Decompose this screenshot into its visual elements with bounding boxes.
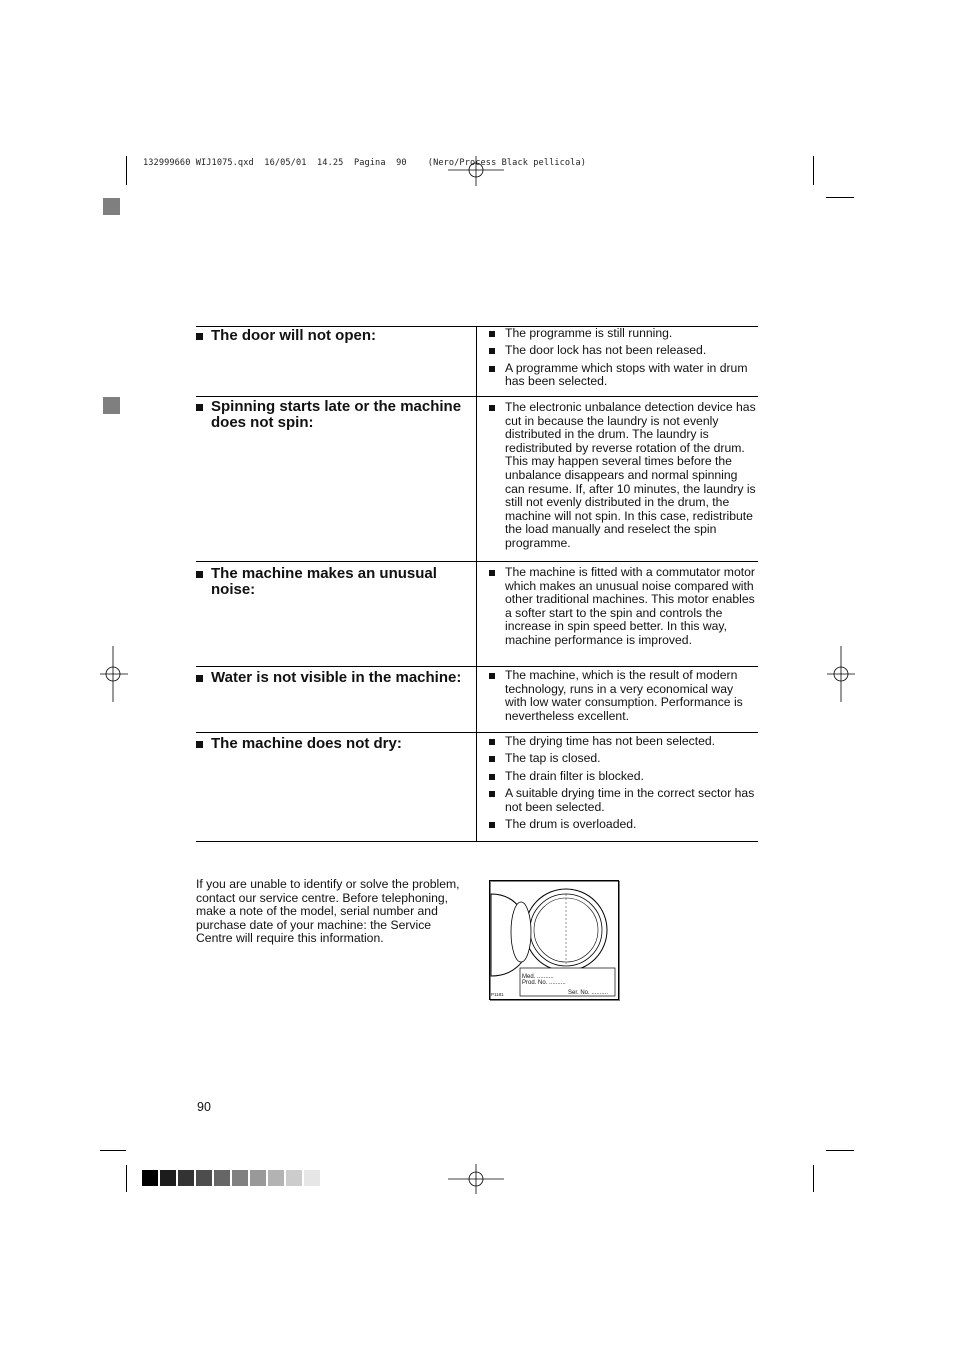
bullet-icon <box>196 675 203 682</box>
solution-list <box>489 566 757 651</box>
crop-mark <box>100 1150 126 1151</box>
color-bar-swatch <box>196 1170 212 1186</box>
color-bar-swatch <box>160 1170 176 1186</box>
plate-code-label: P1181 <box>491 992 504 997</box>
registration-target-icon <box>100 646 128 702</box>
table-rule <box>196 561 758 562</box>
bullet-icon <box>489 673 495 679</box>
list-item: The door lock has not been released. <box>489 344 757 358</box>
color-bar-swatch <box>232 1170 248 1186</box>
list-item: The programme is still running. <box>489 327 757 341</box>
table-rule <box>196 841 758 842</box>
registration-target-icon <box>448 156 504 186</box>
crop-mark <box>126 156 127 185</box>
color-bar-swatch <box>268 1170 284 1186</box>
bullet-icon <box>196 404 203 411</box>
plate-model-label: Med. .......... <box>522 974 554 980</box>
registration-target-icon <box>448 1164 504 1194</box>
color-bar-swatch <box>142 1170 158 1186</box>
bullet-icon <box>489 822 495 828</box>
bullet-icon <box>489 366 495 372</box>
list-item: The tap is closed. <box>489 752 757 766</box>
list-item: The machine is fitted with a commutator motor which makes an unusual noise compared with other traditional machines. This motor enables a softer start to the spin and controls the increase in spin speed better. In this way, machine performance is improved. <box>489 566 757 648</box>
problem-heading: Water is not visible in the machine: <box>196 670 466 686</box>
color-bar-swatch <box>304 1170 320 1186</box>
problem-heading: The door will not open: <box>196 328 466 344</box>
bullet-icon <box>489 348 495 354</box>
list-item: The drying time has not been selected. <box>489 735 757 749</box>
solution-list <box>489 401 757 554</box>
table-rule <box>196 666 758 667</box>
rating-plate-illustration <box>489 880 620 1001</box>
page-number: 90 <box>197 1100 211 1114</box>
table-rule <box>196 396 758 397</box>
list-item: The machine, which is the result of modern technology, runs in a very economical way with low water consumption. Performance is nevertheless excellent. <box>489 669 757 723</box>
crop-mark <box>126 1165 127 1192</box>
list-item: A programme which stops with water in drum has been selected. <box>489 362 757 389</box>
bullet-icon <box>489 739 495 745</box>
bullet-icon <box>196 741 203 748</box>
color-bar-swatch <box>286 1170 302 1186</box>
bullet-icon <box>489 570 495 576</box>
gray-registration-square <box>103 397 120 414</box>
plate-serial-label: Ser. No. .......... <box>568 990 609 996</box>
solution-list <box>489 669 757 727</box>
list-item: The electronic unbalance detection device has cut in because the laundry is not evenly distributed in the drum. The laundry is redistributed by reverse rotation of the drum. This may happen several times before the unbalance disappears and normal spinning can resume. If, after 10 minutes, the laundry is still not evenly distributed in the drum, the machine will not spin. In this case, redistribute the load manually and reselect the spin programme. <box>489 401 757 551</box>
service-note: If you are unable to identify or solve the problem, contact our service centre. Before telephoning, make a note of the model, serial number and purchase date of your machine: the Service Centre will require this information. <box>196 877 460 946</box>
list-item: The drain filter is blocked. <box>489 770 757 784</box>
list-item: The drum is overloaded. <box>489 818 757 832</box>
color-bar-swatch <box>178 1170 194 1186</box>
bullet-icon <box>196 571 203 578</box>
bullet-icon <box>489 774 495 780</box>
problem-heading: The machine does not dry: <box>196 736 466 752</box>
bullet-icon <box>196 333 203 340</box>
gray-registration-square <box>103 198 120 215</box>
crop-mark <box>813 1165 814 1192</box>
column-divider <box>476 326 477 842</box>
table-rule <box>196 732 758 733</box>
plate-product-label: Prod. No. .......... <box>522 980 566 986</box>
color-bar-swatch <box>214 1170 230 1186</box>
bullet-icon <box>489 405 495 411</box>
color-bar-swatch <box>250 1170 266 1186</box>
bullet-icon <box>489 756 495 762</box>
registration-target-icon <box>827 646 855 702</box>
crop-mark <box>813 156 814 185</box>
crop-mark <box>826 197 854 198</box>
bullet-icon <box>489 331 495 337</box>
list-item: A suitable drying time in the correct sector has not been selected. <box>489 787 757 814</box>
crop-mark <box>826 1150 854 1151</box>
solution-list <box>489 735 757 836</box>
bullet-icon <box>489 791 495 797</box>
solution-list <box>489 327 757 393</box>
file-slug: 132999660 WIJ1075.qxd 16/05/01 14.25 Pagina 90 (Nero/Process Black pellicola) <box>143 158 587 168</box>
problem-heading: The machine makes an unusual noise: <box>196 566 466 598</box>
problem-heading: Spinning starts late or the machine does not spin: <box>196 399 466 431</box>
